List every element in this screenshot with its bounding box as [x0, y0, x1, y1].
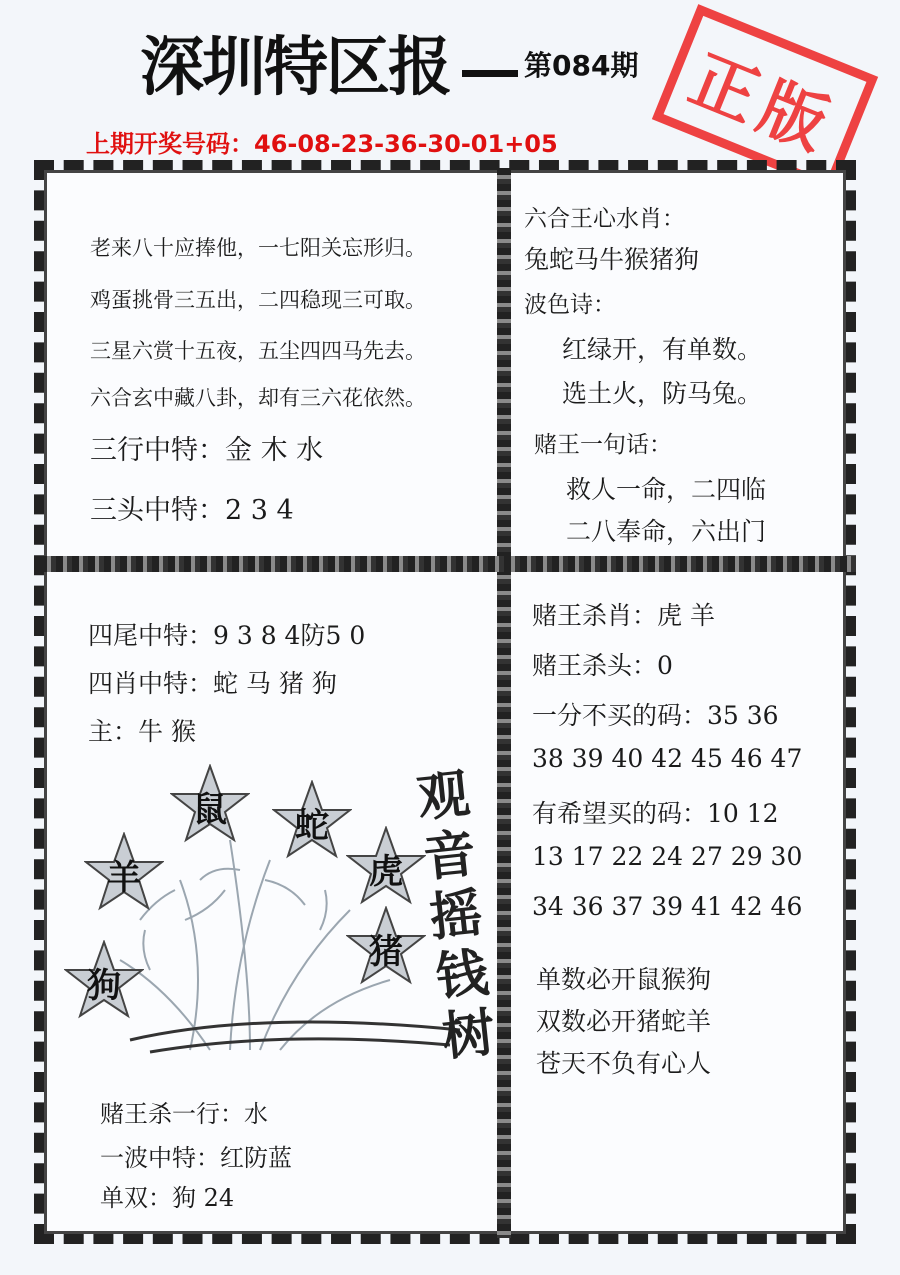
poem-line-4: 六合玄中藏八卦，却有三六花依然。: [90, 386, 426, 410]
hope-buy-numbers-3: 34 36 37 39 41 42 46: [532, 892, 803, 921]
poem-line-1: 老来八十应捧他，一七阳关忘形归。: [90, 236, 426, 260]
kill-zodiac: 赌王杀肖：虎 羊: [532, 601, 715, 630]
issue-number: 第084期: [524, 49, 639, 82]
closing-line-2: 双数必开猪蛇羊: [536, 1007, 712, 1036]
saying-line-2: 二八奉命，六出门: [566, 517, 767, 546]
kill-element: 赌王杀一行：水: [100, 1100, 268, 1128]
three-elements-tip: 三行中特：金 木 水: [90, 435, 324, 466]
star-zodiac-tiger: 虎: [369, 852, 403, 892]
star-zodiac-dog: 狗: [87, 966, 121, 1006]
no-buy-numbers-2: 38 39 40 42 45 46 47: [532, 744, 803, 773]
no-buy-numbers-1: 一分不买的码：35 36: [532, 701, 779, 730]
hope-buy-numbers-2: 13 17 22 24 27 29 30: [532, 842, 803, 871]
closing-line-3: 苍天不负有心人: [536, 1049, 712, 1078]
newspaper-title: 深圳特区报: [140, 31, 450, 105]
title-dash: [462, 70, 518, 77]
odd-even-tip: 单双：狗 24: [100, 1184, 235, 1212]
vertical-tree-title: 观音摇钱树: [414, 763, 498, 1068]
wave-poem-line-1: 红绿开，有单数。: [562, 335, 763, 364]
poem-line-2: 鸡蛋挑骨三五出，二四稳现三可取。: [90, 288, 426, 312]
star-zodiac-rat: 鼠: [193, 790, 227, 830]
horizontal-divider: [40, 556, 856, 572]
four-tails-tip: 四尾中特：9 3 8 4防5 0: [88, 621, 366, 650]
poem-line-3: 三星六赏十五夜，五尘四四马先去。: [90, 339, 426, 363]
hope-buy-numbers-1: 有希望买的码：10 12: [532, 799, 779, 828]
four-zodiacs-tip: 四肖中特：蛇 马 猪 狗: [88, 669, 337, 698]
last-draw-numbers: 上期开奖号码：46-08-23-36-30-01+05: [86, 130, 558, 158]
heart-zodiac-value: 兔蛇马牛猴猪狗: [524, 245, 700, 274]
one-wave-tip: 一波中特：红防蓝: [100, 1144, 292, 1172]
kill-head: 赌王杀头：0: [532, 651, 673, 680]
main-zodiacs: 主：牛 猴: [88, 717, 196, 746]
wave-poem-label: 波色诗：: [524, 292, 616, 318]
three-heads-tip: 三头中特：2 3 4: [90, 495, 294, 526]
closing-line-1: 单数必开鼠猴狗: [536, 965, 712, 994]
saying-line-1: 救人一命，二四临: [566, 475, 767, 504]
heart-zodiac-label: 六合王心水肖：: [524, 206, 685, 232]
saying-label: 赌王一句话：: [534, 432, 672, 458]
vertical-divider: [497, 168, 511, 1238]
star-zodiac-snake: 蛇: [295, 806, 329, 846]
star-zodiac-pig: 猪: [369, 932, 403, 972]
star-zodiac-goat: 羊: [107, 858, 141, 898]
wave-poem-line-2: 选土火，防马兔。: [562, 379, 763, 408]
authentic-stamp: 正版: [652, 4, 878, 192]
